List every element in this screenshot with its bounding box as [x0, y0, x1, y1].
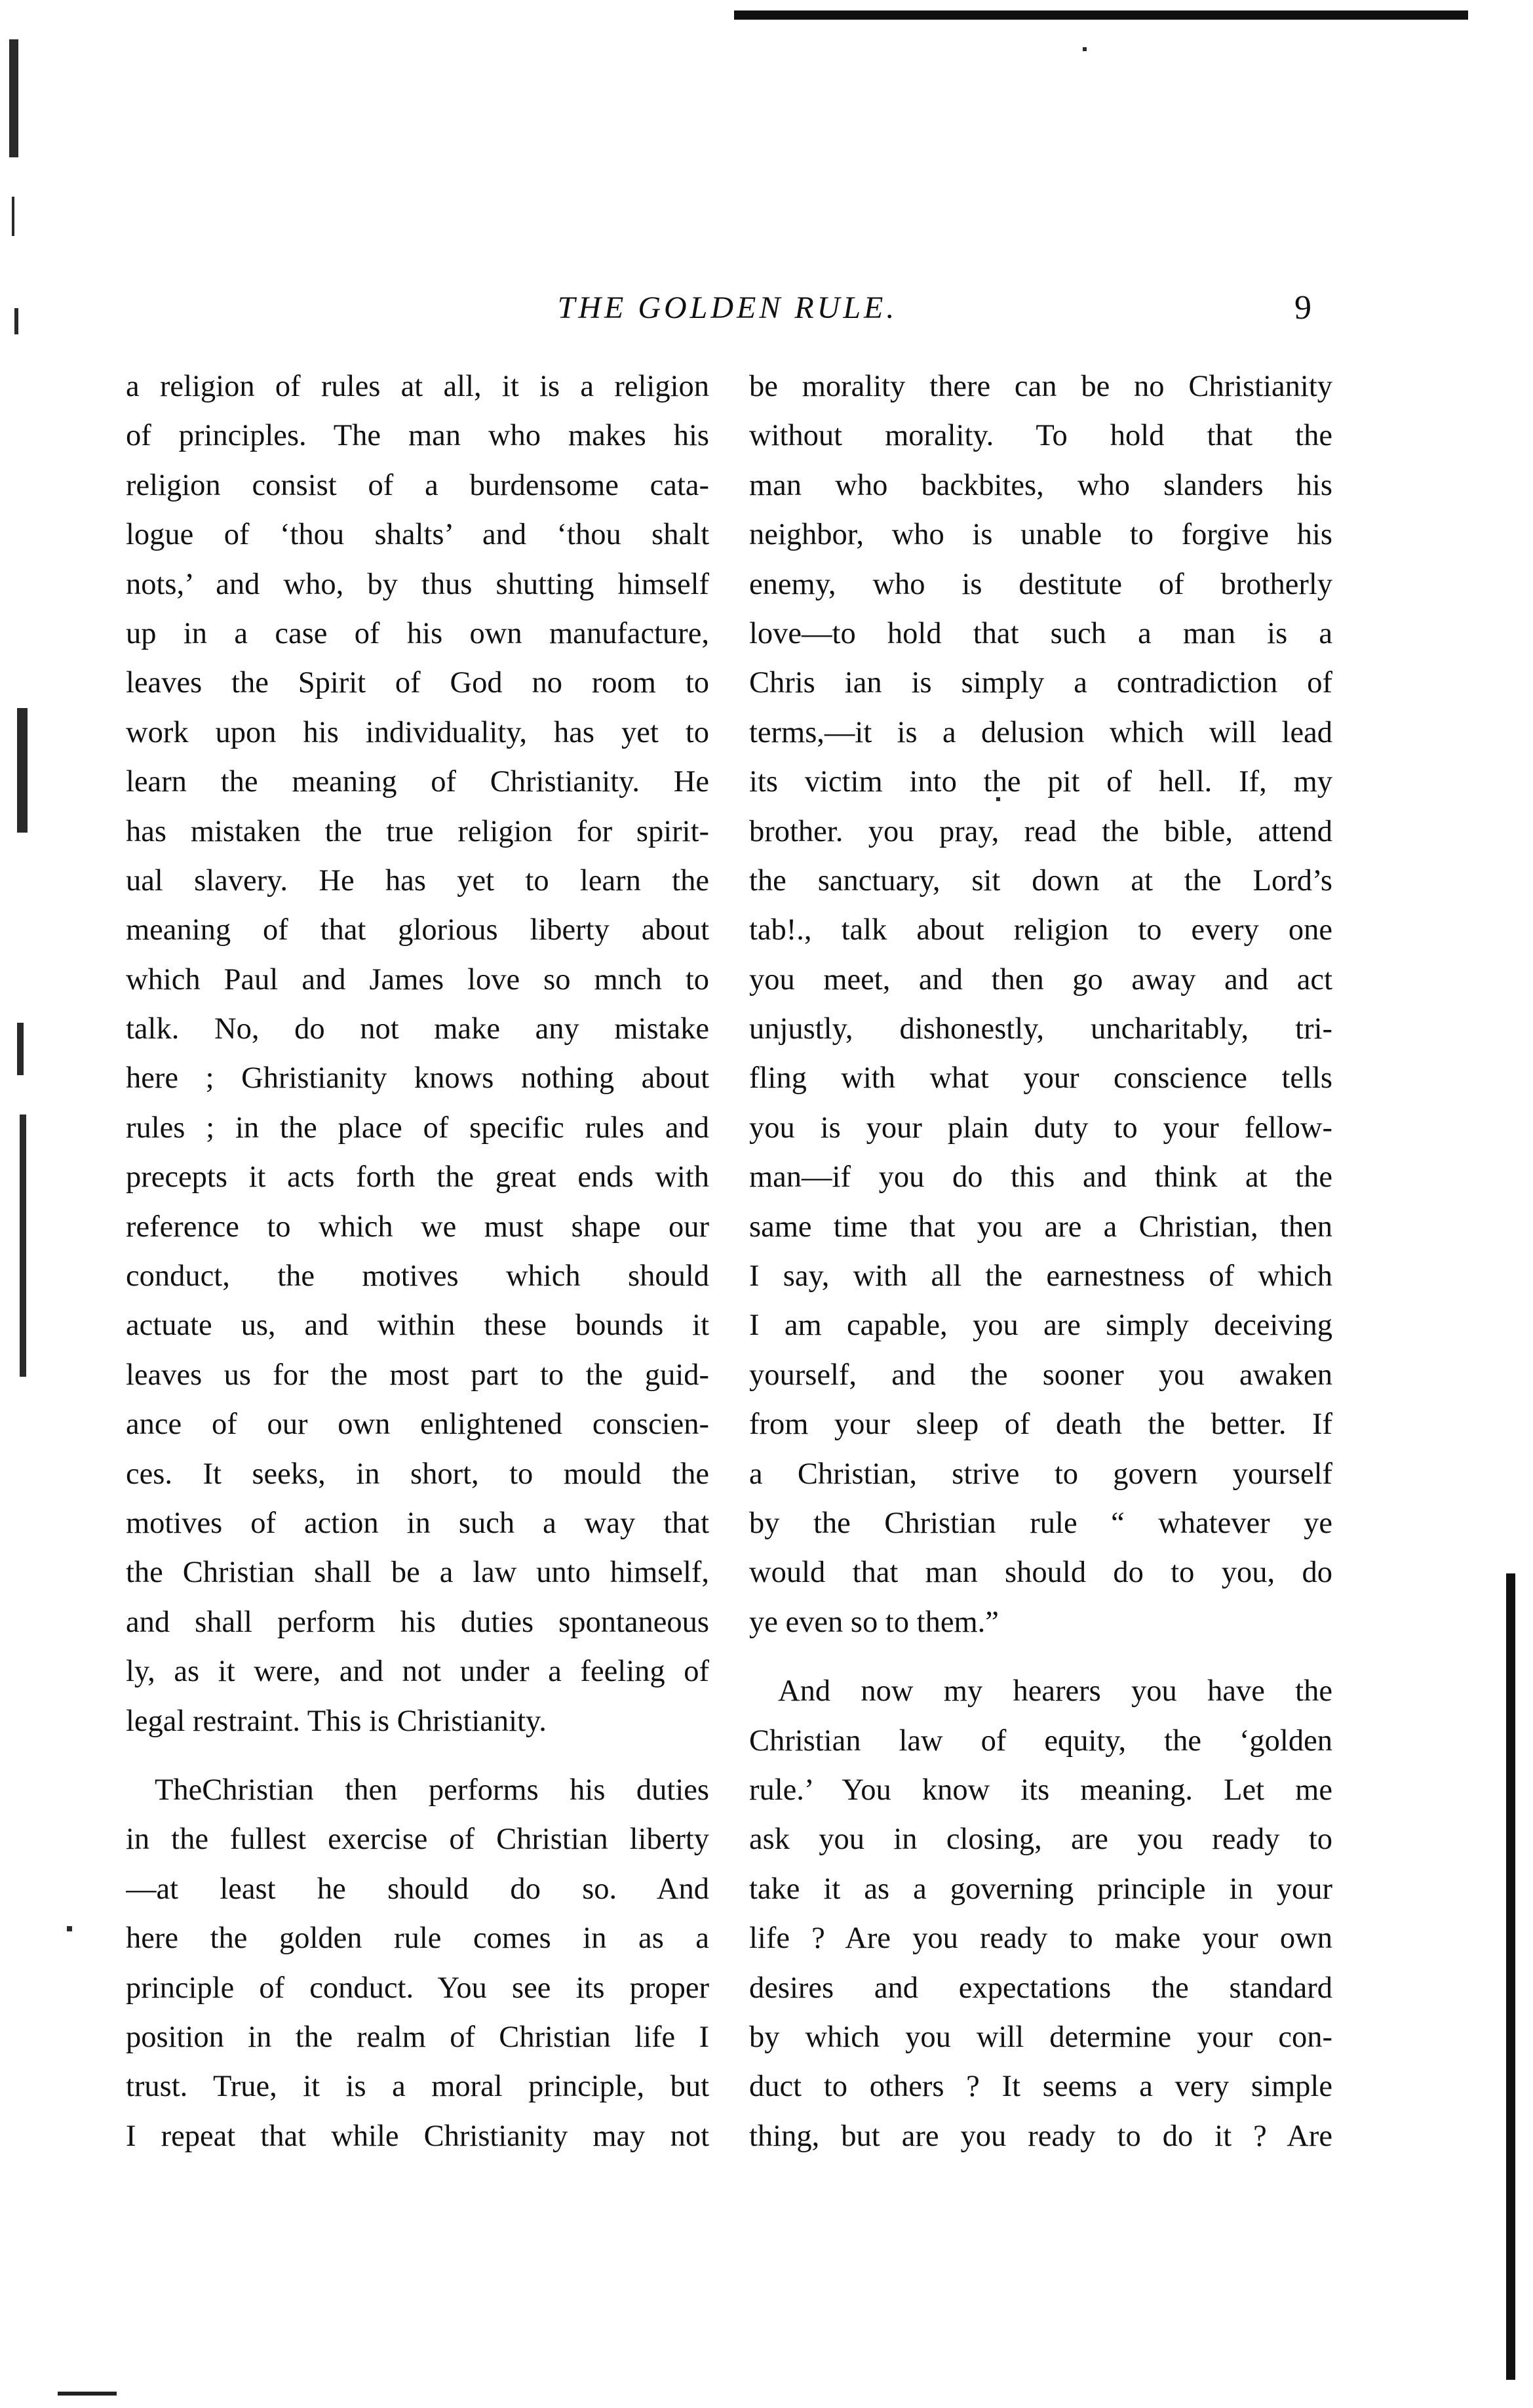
- edge-mark: [12, 197, 14, 236]
- text-line: and shall perform his duties spontaneous: [126, 1605, 709, 1639]
- text-line: its victim into the pit of hell. If, my: [749, 765, 1332, 799]
- text-line: actuate us, and within these bounds it: [126, 1309, 709, 1343]
- text-line: ask you in closing, are you ready to: [749, 1823, 1332, 1857]
- text-line: And now my hearers you have the: [778, 1674, 1332, 1708]
- text-line: in the fullest exercise of Christian liberty: [126, 1823, 709, 1857]
- text-line: trust. True, it is a moral principle, but: [126, 2070, 709, 2104]
- text-line: rules ; in the place of specific rules and: [126, 1111, 709, 1145]
- text-line: ly, as it were, and not under a feeling of: [126, 1655, 709, 1689]
- text-line: fling with what your conscience tells: [749, 1061, 1332, 1095]
- text-line: work upon his individuality, has yet to: [126, 715, 709, 749]
- text-line: up in a case of his own manufacture,: [126, 616, 709, 650]
- text-line: man—if you do this and think at the: [749, 1160, 1332, 1194]
- text-line: which Paul and James love so mnch to: [126, 962, 709, 997]
- text-line: you meet, and then go away and act: [749, 962, 1332, 997]
- text-line: take it as a governing principle in your: [749, 1872, 1332, 1906]
- bottom-dash: [58, 2392, 117, 2396]
- text-line: here the golden rule comes in as a: [126, 1922, 709, 1956]
- text-line: thing, but are you ready to do it ? Are: [749, 2119, 1332, 2153]
- text-line: ye even so to them.”: [749, 1605, 999, 1639]
- text-line: brother. you pray, read the bible, attend: [749, 814, 1332, 848]
- paragraph-gap: [749, 1647, 1332, 1667]
- text-line: man who backbites, who slanders his: [749, 468, 1332, 502]
- text-line: Christian law of equity, the ‘golden: [749, 1724, 1332, 1758]
- text-line: would that man should do to you, do: [749, 1556, 1332, 1590]
- text-line: duct to others ? It seems a very simple: [749, 2070, 1332, 2104]
- paragraph-gap: [126, 1746, 709, 1766]
- text-line: unjustly, dishonestly, uncharitably, tri-: [749, 1012, 1332, 1046]
- text-line: motives of action in such a way that: [126, 1506, 709, 1540]
- text-line: you is your plain duty to your fellow-: [749, 1111, 1332, 1145]
- right-edge-bar: [1506, 1573, 1515, 2380]
- text-line: learn the meaning of Christianity. He: [126, 765, 709, 799]
- text-line: has mistaken the true religion for spirit-: [126, 814, 709, 848]
- text-line: legal restraint. This is Christianity.: [126, 1704, 547, 1738]
- text-line: reference to which we must shape our: [126, 1210, 709, 1244]
- edge-mark: [17, 708, 28, 833]
- text-line: of principles. The man who makes his: [126, 419, 709, 453]
- text-line: neighbor, who is unable to forgive his: [749, 518, 1332, 552]
- text-line: precepts it acts forth the great ends with: [126, 1160, 709, 1194]
- text-line: enemy, who is destitute of brotherly: [749, 567, 1332, 601]
- left-column: [126, 362, 709, 2161]
- edge-mark: [20, 1115, 26, 1377]
- text-line: the Christian shall be a law unto himself,: [126, 1556, 709, 1590]
- text-line: I am capable, you are simply deceiving: [749, 1309, 1332, 1343]
- text-line: same time that you are a Christian, then: [749, 1210, 1332, 1244]
- text-line: by which you will determine your con-: [749, 2020, 1332, 2054]
- text-line: terms,—it is a delusion which will lead: [749, 715, 1332, 749]
- text-line: meaning of that glorious liberty about: [126, 913, 709, 947]
- text-line: leaves the Spirit of God no room to: [126, 666, 709, 700]
- text-line: logue of ‘thou shalts’ and ‘thou shalt: [126, 518, 709, 552]
- text-line: TheChristian then performs his duties: [155, 1773, 709, 1807]
- text-line: position in the realm of Christian life I: [126, 2020, 709, 2054]
- text-line: a religion of rules at all, it is a religion: [126, 370, 709, 403]
- right-column: [749, 362, 1332, 2161]
- text-line: leaves us for the most part to the guid-: [126, 1358, 709, 1392]
- text-line: yourself, and the sooner you awaken: [749, 1358, 1332, 1392]
- text-line: ance of our own enlightened conscien-: [126, 1408, 709, 1442]
- text-line: by the Christian rule “ whatever ye: [749, 1506, 1332, 1540]
- text-line: desires and expectations the standard: [749, 1971, 1332, 2005]
- text-line: talk. No, do not make any mistake: [126, 1012, 709, 1046]
- text-line: —at least he should do so. And: [126, 1872, 709, 1906]
- page-number: 9: [1294, 289, 1311, 326]
- edge-mark: [1083, 47, 1087, 51]
- edge-mark: [67, 1926, 72, 1931]
- top-rule: [734, 10, 1468, 20]
- text-line: religion consist of a burdensome cata-: [126, 468, 709, 502]
- text-line: ces. It seeks, in short, to mould the: [126, 1457, 709, 1491]
- edge-mark: [9, 39, 18, 157]
- text-line: I say, with all the earnestness of which: [749, 1259, 1332, 1293]
- text-line: tab!., talk about religion to every one: [749, 913, 1332, 947]
- text-line: Chris ian is simply a contradiction of: [749, 666, 1332, 700]
- text-line: ual slavery. He has yet to learn the: [126, 863, 709, 898]
- text-line: the sanctuary, sit down at the Lord’s: [749, 863, 1332, 898]
- text-line: from your sleep of death the better. If: [749, 1408, 1332, 1442]
- edge-mark: [17, 1023, 24, 1075]
- text-line: a Christian, strive to govern yourself: [749, 1457, 1332, 1491]
- edge-mark: [14, 308, 18, 334]
- text-line: rule.’ You know its meaning. Let me: [749, 1773, 1332, 1807]
- text-line: conduct, the motives which should: [126, 1259, 709, 1293]
- text-line: here ; Ghristianity knows nothing about: [126, 1061, 709, 1095]
- running-title: THE GOLDEN RULE.: [557, 290, 898, 325]
- text-line: without morality. To hold that the: [749, 419, 1332, 453]
- text-line: be morality there can be no Christianity: [749, 370, 1332, 403]
- text-line: principle of conduct. You see its proper: [126, 1971, 709, 2005]
- text-line: I repeat that while Christianity may not: [126, 2119, 709, 2153]
- text-line: nots,’ and who, by thus shutting himself: [126, 567, 709, 601]
- text-line: life ? Are you ready to make your own: [749, 1922, 1332, 1956]
- text-line: love—to hold that such a man is a: [749, 616, 1332, 650]
